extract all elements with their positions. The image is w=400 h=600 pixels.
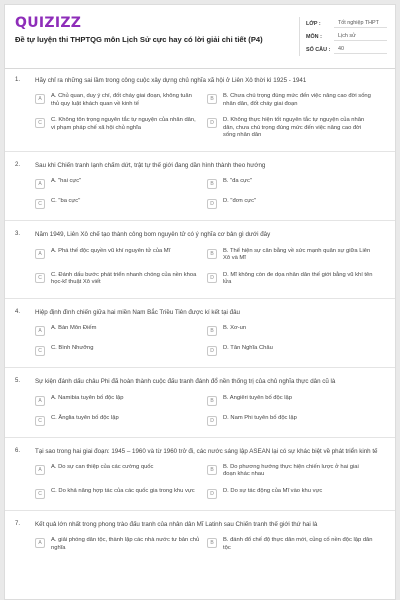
answer-options xyxy=(35,464,379,508)
option-letter-box: B xyxy=(207,396,217,406)
option-letter-box: A xyxy=(35,249,45,259)
answer-options xyxy=(35,537,379,561)
answer-option[interactable] xyxy=(35,415,207,426)
option-text: A. Bàn Môn Điếm xyxy=(51,325,97,332)
option-letter-box: C xyxy=(35,199,45,209)
question-number: 6. xyxy=(15,447,21,454)
answer-option[interactable] xyxy=(35,464,207,479)
option-letter-box: C xyxy=(35,489,45,499)
option-text: B. Thể hiện sự cân bằng về sức mạnh quân sự giữa Liên Xô và Mĩ xyxy=(223,247,371,262)
meta-row xyxy=(306,30,387,43)
question-text: Kết quả lớn nhất trong phong trào đấu tranh của nhân dân Mĩ Latinh sau Chiến tranh thế giới thứ hai là xyxy=(35,521,318,528)
worksheet-title: Đề tự luyện thi THPTQG môn Lịch Sử cực hay có lời giải chi tiết (P4) xyxy=(15,35,263,44)
option-letter-box: C xyxy=(35,118,45,128)
question-text: Hãy chỉ ra những sai lầm trong công cuộc xây dựng chủ nghĩa xã hội ở Liên Xô thời kì 1925 - 1941 xyxy=(35,77,307,84)
option-text: C. Không tôn trọng nguyên tắc tự nguyện của nhân dân, vi phạm pháp chế xã hội chủ nghĩa xyxy=(51,117,196,131)
answer-option[interactable] xyxy=(207,117,379,140)
option-text: B. đánh đổ chế độ thực dân mới, củng cố nền độc lập dân tộc xyxy=(223,537,373,551)
answer-option[interactable] xyxy=(35,117,207,140)
option-text: D. Tân Nghĩa Châu xyxy=(223,345,273,352)
worksheet-meta xyxy=(299,17,387,56)
question-item xyxy=(5,162,395,218)
option-letter-box: A xyxy=(35,94,45,104)
option-letter-box: D xyxy=(207,273,217,283)
option-text: D. Mĩ không còn đe dọa nhân dân thế giới bằng vũ khí tên lửa xyxy=(223,271,373,286)
question-text: Sau khi Chiến tranh lạnh chấm dứt, trật tự thế giới đang dần hình thành theo hướng xyxy=(35,162,266,170)
answer-option[interactable] xyxy=(35,345,207,356)
answer-option[interactable] xyxy=(207,198,379,209)
option-letter-box: D xyxy=(207,118,217,128)
question-number: 7. xyxy=(15,521,21,527)
option-text: D. Nam Phi tuyên bố độc lập xyxy=(223,414,297,421)
option-text: A. Chủ quan, duy ý chí, đốt cháy giai đoạn, không tuân thủ quy luật khách quan về kinh tế xyxy=(51,93,192,107)
meta-label: SỐ CÂU : xyxy=(306,46,331,53)
option-text: B. "đa cực" xyxy=(223,178,252,185)
option-text: C. Ănglia tuyên bố độc lập xyxy=(51,414,119,421)
meta-value: Lịch sử xyxy=(334,33,387,41)
option-letter-box: A xyxy=(35,326,45,336)
option-text: B. Do phương hướng thực hiện chiến lược ở hai giai đoạn khác nhau xyxy=(223,463,359,478)
option-letter-box: A xyxy=(35,465,45,475)
question-divider xyxy=(5,298,395,299)
option-letter-box: D xyxy=(207,416,217,426)
option-text: A. "hai cực" xyxy=(51,178,82,185)
question-item xyxy=(5,77,395,149)
question-number: 5. xyxy=(15,378,21,385)
worksheet-header xyxy=(5,5,395,69)
answer-options xyxy=(35,93,379,149)
option-letter-box: B xyxy=(207,326,217,336)
question-text: Sự kiện đánh dấu châu Phi đã hoàn thành cuộc đấu tranh đánh đổ nền thống trị của chủ nghĩa thực dân cũ là xyxy=(35,378,336,386)
answer-option[interactable] xyxy=(207,345,379,356)
answer-options xyxy=(35,248,379,296)
answer-option[interactable] xyxy=(35,272,207,287)
worksheet-page xyxy=(4,4,396,600)
option-letter-box: A xyxy=(35,396,45,406)
option-letter-box: D xyxy=(207,199,217,209)
option-letter-box: A xyxy=(35,179,45,189)
question-text: Hiệp định đình chiến giữa hai miền Nam Bắc Triều Tiên được kí kết tại đâu xyxy=(35,308,240,316)
question-divider xyxy=(5,151,395,152)
option-letter-box: C xyxy=(35,273,45,283)
answer-option[interactable] xyxy=(35,537,207,552)
meta-value: 40 xyxy=(334,46,387,54)
option-text: C. Do khả năng hợp tác của các quốc gia trong khu vực xyxy=(51,488,195,494)
option-letter-box: B xyxy=(207,94,217,104)
answer-option[interactable] xyxy=(207,325,379,336)
option-letter-box: D xyxy=(207,489,217,499)
question-item xyxy=(5,309,395,365)
meta-row xyxy=(306,17,387,30)
option-text: B. Xơ-un xyxy=(223,325,247,332)
question-text: Năm 1949, Liên Xô chế tạo thành công bom nguyên tử có ý nghĩa cơ bản gì dưới đây xyxy=(35,231,271,239)
answer-option[interactable] xyxy=(207,272,379,287)
question-divider xyxy=(5,510,395,511)
question-divider xyxy=(5,367,395,368)
meta-label: LỚP : xyxy=(306,20,321,27)
question-divider xyxy=(5,220,395,221)
question-item xyxy=(5,378,395,434)
option-text: A. Do sự can thiệp của các cường quốc xyxy=(51,463,154,470)
answer-option[interactable] xyxy=(35,93,207,108)
question-number: 1. xyxy=(15,77,21,83)
question-number: 2. xyxy=(15,162,21,169)
answer-option[interactable] xyxy=(35,395,207,406)
meta-value: Tốt nghiệp THPT xyxy=(334,20,387,28)
answer-options xyxy=(35,395,379,435)
question-item xyxy=(5,231,395,295)
option-text: A. giải phóng dân tộc, thành lập các nhà nước tư bản chủ nghĩa xyxy=(51,537,200,551)
answer-option[interactable] xyxy=(207,488,379,499)
option-letter-box: D xyxy=(207,346,217,356)
answer-option[interactable] xyxy=(207,464,379,479)
question-item xyxy=(5,448,395,508)
answer-option[interactable] xyxy=(35,178,207,189)
option-text: D. Do sự tác động của Mĩ vào khu vực xyxy=(223,488,323,494)
option-letter-box: B xyxy=(207,465,217,475)
option-text: D. "đơn cực" xyxy=(223,198,257,205)
answer-option[interactable] xyxy=(35,325,207,336)
answer-option[interactable] xyxy=(35,248,207,263)
question-number: 4. xyxy=(15,308,21,315)
option-letter-box: B xyxy=(207,179,217,189)
option-text: C. Đánh dấu bước phát triển nhanh chóng của nền khoa học-kĩ thuật Xô viết xyxy=(51,271,197,286)
option-text: C. Bình Nhưỡng xyxy=(51,345,94,352)
question-text: Tại sao trong hai giai đoạn: 1945 – 1960 và từ 1960 trở đi, các nước sáng lập ASEAN lại có sự khác biệt về phát triển kinh tế xyxy=(35,447,378,455)
answer-option[interactable] xyxy=(207,248,379,263)
answer-option[interactable] xyxy=(207,395,379,406)
option-letter-box: B xyxy=(207,538,217,548)
question-item xyxy=(5,521,395,561)
answer-options xyxy=(35,325,379,365)
option-letter-box: B xyxy=(207,249,217,259)
option-text: B. Angiêri tuyên bố độc lập xyxy=(223,394,292,401)
option-text: A. Phá thế độc quyền vũ khí nguyên tử của Mĩ xyxy=(51,247,171,254)
option-text: D. Không thực hiện tốt nguyên tắc tự nguyện của nhân dân, chưa chú trọng đúng mức đến việc nâng cao đời sống nhân dân xyxy=(223,117,365,139)
option-text: A. Namibia tuyên bố độc lập xyxy=(51,394,124,401)
question-divider xyxy=(5,437,395,438)
answer-options xyxy=(35,178,379,218)
answer-option[interactable] xyxy=(207,178,379,189)
option-letter-box: C xyxy=(35,346,45,356)
answer-option[interactable] xyxy=(207,93,379,108)
answer-option[interactable] xyxy=(207,537,379,552)
option-text: C. "ba cực" xyxy=(51,198,81,205)
question-list xyxy=(5,77,395,561)
quizizz-logo: QUIZIZZ xyxy=(15,15,82,31)
option-letter-box: A xyxy=(35,538,45,548)
question-number: 3. xyxy=(15,231,21,238)
meta-row xyxy=(306,43,387,56)
meta-label: MÔN : xyxy=(306,33,322,40)
answer-option[interactable] xyxy=(35,488,207,499)
answer-option[interactable] xyxy=(207,415,379,426)
option-letter-box: C xyxy=(35,416,45,426)
option-text: B. Chưa chú trọng đúng mức đến việc nâng cao đời sống nhân dân, đốt cháy giai đoạn xyxy=(223,93,371,107)
answer-option[interactable] xyxy=(35,198,207,209)
